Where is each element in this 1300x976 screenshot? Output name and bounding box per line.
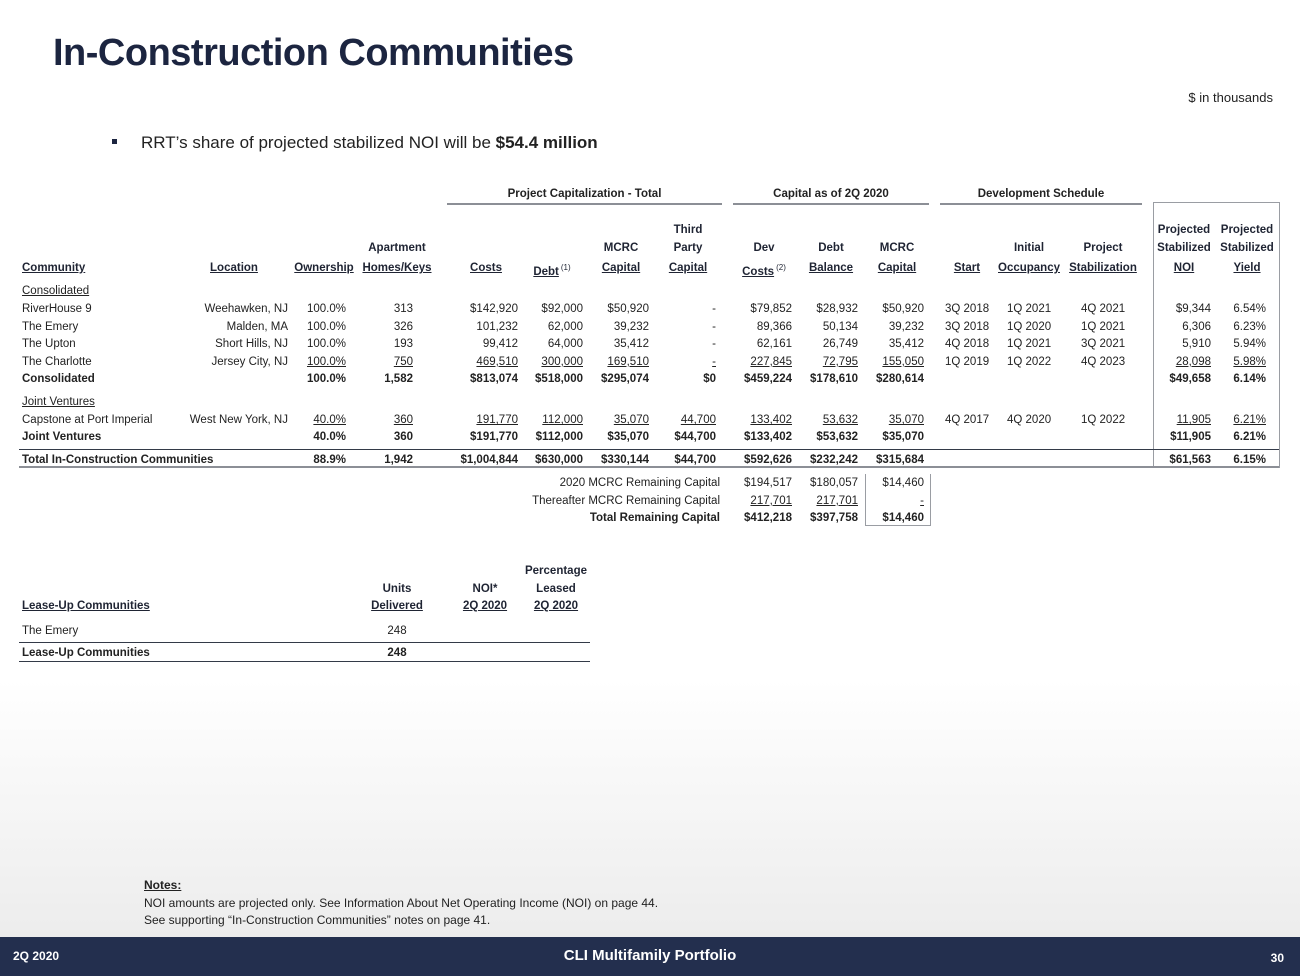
cell-stab: 4Q 2023 bbox=[1081, 355, 1126, 368]
cell-yield: 6.23% bbox=[1233, 320, 1266, 333]
footer-bar bbox=[0, 937, 1300, 976]
cell-ownership: 40.0% bbox=[313, 414, 346, 426]
notes-line-2: See supporting “In-Construction Communities” notes on page 41. bbox=[144, 913, 491, 927]
cell-third: - bbox=[712, 320, 716, 333]
lease-up-header-units-line1: Units bbox=[382, 583, 412, 595]
cell-noi: $49,658 bbox=[1169, 373, 1211, 385]
cell-mcrc: 35,070 bbox=[613, 414, 649, 426]
cell-dev: 62,161 bbox=[756, 338, 792, 350]
cell-noi: $9,344 bbox=[1175, 303, 1211, 315]
cell-noi: $61,563 bbox=[1169, 454, 1211, 466]
cell-debt: $112,000 bbox=[535, 431, 583, 443]
cell-mcrc2: 155,050 bbox=[882, 355, 924, 368]
cell-costs: 101,232 bbox=[476, 320, 518, 333]
notes-heading: Notes: bbox=[144, 878, 182, 892]
cell-community: Joint Ventures bbox=[22, 431, 102, 443]
section-label-consolidated: Consolidated bbox=[22, 285, 90, 297]
lease-up-bottom-rule bbox=[19, 661, 590, 662]
cell-debt: $518,000 bbox=[535, 373, 583, 385]
column-header-mcrc2: Capital bbox=[877, 262, 917, 274]
cell-start: 4Q 2018 bbox=[945, 338, 990, 350]
cell-third: - bbox=[712, 355, 716, 368]
cell-noi: 11,905 bbox=[1176, 414, 1211, 426]
cell-costs: $142,920 bbox=[470, 303, 518, 315]
cell-mcrc: 39,232 bbox=[613, 320, 649, 333]
cell-homes: 360 bbox=[393, 431, 413, 443]
cell-mcrc2: - bbox=[920, 494, 924, 507]
cell-third: $0 bbox=[703, 373, 716, 385]
cell-stab: 1Q 2022 bbox=[1081, 414, 1126, 426]
cell-dev: $412,218 bbox=[744, 512, 792, 524]
cell-costs: $813,074 bbox=[470, 373, 518, 385]
column-header-mcrc2-line2: MCRC bbox=[879, 242, 915, 254]
cell-start: 1Q 2019 bbox=[945, 355, 990, 368]
column-header-dev-line2: Dev bbox=[753, 242, 775, 254]
cell-ownership: 100.0% bbox=[306, 373, 346, 385]
cell-mcrc2: $50,920 bbox=[882, 303, 924, 315]
column-header-apartment-line2: Apartment bbox=[368, 242, 426, 254]
lease-up-header-pct: 2Q 2020 bbox=[533, 600, 579, 612]
column-header-community: Community bbox=[22, 262, 86, 274]
cell-mcrc: $50,920 bbox=[607, 303, 649, 315]
cell-mcrc: $330,144 bbox=[601, 454, 649, 466]
cell-debt: $92,000 bbox=[541, 303, 583, 315]
lease-up-header-pct-line1: Percentage bbox=[524, 565, 587, 577]
cell-mcrc2: 35,070 bbox=[888, 414, 924, 426]
cell-debtbal: $232,242 bbox=[810, 454, 858, 466]
cell-costs: $191,770 bbox=[470, 431, 518, 443]
cell-dev: 133,402 bbox=[750, 414, 792, 426]
cell-mcrc: 169,510 bbox=[607, 355, 649, 368]
column-header-label: Debt bbox=[533, 265, 559, 278]
units-note: $ in thousands bbox=[1188, 90, 1273, 105]
cell-dev: $79,852 bbox=[750, 303, 792, 315]
group-header-development-schedule: Development Schedule bbox=[977, 188, 1105, 200]
bullet-text: RRT’s share of projected stabilized NOI will be bbox=[141, 133, 496, 152]
cell-stab: 1Q 2021 bbox=[1081, 320, 1126, 333]
page-number: 30 bbox=[1270, 951, 1284, 965]
cell-dev: 217,701 bbox=[750, 494, 792, 507]
column-header-yield-line1: Projected bbox=[1220, 224, 1274, 236]
lease-up-header-noi: 2Q 2020 bbox=[462, 600, 508, 612]
column-header-start: Start bbox=[953, 262, 981, 274]
remaining-label: Total Remaining Capital bbox=[589, 512, 720, 524]
cell-start: 3Q 2018 bbox=[945, 303, 990, 315]
cell-yield: 6.21% bbox=[1233, 414, 1266, 426]
cell-mcrc2: $35,070 bbox=[882, 431, 924, 443]
cell-noi: 5,910 bbox=[1182, 338, 1211, 350]
column-header-initial-line2: Initial bbox=[1013, 242, 1045, 254]
cell-debtbal: 50,134 bbox=[822, 320, 858, 333]
column-header-noi: NOI bbox=[1173, 262, 1195, 274]
cell-debt: 300,000 bbox=[541, 355, 583, 368]
cell-yield: 5.98% bbox=[1233, 355, 1266, 368]
footnote-marker: (2) bbox=[776, 263, 786, 272]
column-header-debtbal: Balance bbox=[808, 262, 854, 274]
cell-debtbal: 72,795 bbox=[822, 355, 858, 368]
cell-mcrc2: 39,232 bbox=[888, 320, 924, 333]
cell-dev: $194,517 bbox=[744, 477, 792, 489]
cell-third: $44,700 bbox=[674, 431, 716, 443]
cell-debtbal: $53,632 bbox=[816, 431, 858, 443]
cell-ownership: 40.0% bbox=[313, 431, 346, 443]
cell-debtbal: $180,057 bbox=[810, 477, 858, 489]
cell-yield: 5.94% bbox=[1233, 338, 1266, 350]
cell-mcrc2: $315,684 bbox=[876, 454, 924, 466]
cell-mcrc: 35,412 bbox=[613, 338, 649, 350]
cell-mcrc: $295,074 bbox=[601, 373, 649, 385]
cell-location: Short Hills, NJ bbox=[215, 338, 288, 350]
cell-third: 44,700 bbox=[680, 414, 716, 426]
cell-initial: 1Q 2021 bbox=[1007, 303, 1052, 315]
column-header-label: Costs bbox=[742, 265, 775, 278]
cell-third: - bbox=[712, 338, 716, 350]
cell-costs: 191,770 bbox=[476, 414, 518, 426]
cell-stab: 4Q 2021 bbox=[1081, 303, 1126, 315]
cell-mcrc2: $280,614 bbox=[876, 373, 924, 385]
cell-initial: 1Q 2021 bbox=[1007, 338, 1052, 350]
cell-location: Malden, MA bbox=[226, 320, 288, 333]
cell-dev: $459,224 bbox=[744, 373, 792, 385]
column-header-costs: Costs bbox=[470, 262, 502, 274]
cell-homes: 193 bbox=[393, 338, 413, 350]
cell-mcrc2: 35,412 bbox=[888, 338, 924, 350]
column-header-third-line2: Party bbox=[673, 242, 703, 254]
cell-stab: 3Q 2021 bbox=[1081, 338, 1126, 350]
cell-ownership: 100.0% bbox=[306, 320, 346, 333]
cell-homes: 360 bbox=[393, 414, 413, 426]
cell-debtbal: 217,701 bbox=[816, 494, 858, 507]
cell-yield: 6.14% bbox=[1233, 373, 1266, 385]
cell-debtbal: 26,749 bbox=[822, 338, 858, 350]
cell-ownership: 100.0% bbox=[306, 338, 346, 350]
column-header-yield-line2: Stabilized bbox=[1220, 242, 1274, 254]
cell-debt: 64,000 bbox=[547, 338, 583, 350]
cell-community: The Upton bbox=[22, 338, 76, 350]
column-header-proj-line2: Project bbox=[1083, 242, 1123, 254]
column-header-mcrc: Capital bbox=[601, 262, 641, 274]
cell-units: 248 bbox=[387, 647, 407, 659]
group-header-capital-asof: Capital as of 2Q 2020 bbox=[773, 188, 889, 200]
section-label-joint-ventures: Joint Ventures bbox=[22, 396, 95, 408]
column-header-noi-line2: Stabilized bbox=[1157, 242, 1211, 254]
cell-ownership: 88.9% bbox=[313, 454, 346, 466]
cell-homes: 326 bbox=[393, 320, 413, 333]
group-header-project-capitalization: Project Capitalization - Total bbox=[507, 188, 662, 200]
column-header-mcrc-line2: MCRC bbox=[603, 242, 639, 254]
lease-up-header-units: Delivered bbox=[371, 600, 423, 612]
cell-dev: $133,402 bbox=[744, 431, 792, 443]
cell-third: - bbox=[712, 303, 716, 315]
cell-yield: 6.15% bbox=[1233, 454, 1266, 466]
column-header-third: Capital bbox=[668, 262, 708, 274]
cell-community: Consolidated bbox=[22, 373, 95, 385]
footnote-marker: (1) bbox=[560, 263, 571, 272]
lease-up-header-noi-line1: NOI* bbox=[472, 583, 498, 595]
cell-homes: 1,942 bbox=[384, 454, 413, 466]
cell-community: The Charlotte bbox=[22, 355, 92, 368]
cell-homes: 1,582 bbox=[384, 373, 413, 385]
column-header-apartment: Homes/Keys bbox=[362, 262, 432, 274]
cell-community: Total In-Construction Communities bbox=[22, 454, 214, 466]
cell-community: The Emery bbox=[22, 625, 79, 637]
cell-debt: 62,000 bbox=[547, 320, 583, 333]
cell-community: Capstone at Port Imperial bbox=[22, 414, 153, 426]
column-header-noi-line1: Projected bbox=[1157, 224, 1211, 236]
cell-units: 248 bbox=[387, 625, 407, 637]
column-header-proj: Stabilization bbox=[1069, 262, 1137, 274]
footer-period: 2Q 2020 bbox=[13, 949, 60, 963]
cell-location: Weehawken, NJ bbox=[204, 303, 288, 315]
cell-location: Jersey City, NJ bbox=[211, 355, 288, 368]
cell-debtbal: $397,758 bbox=[810, 512, 858, 524]
notes-line-1: NOI amounts are projected only. See Information About Net Operating Income (NOI) on page 44. bbox=[144, 895, 659, 910]
cell-homes: 750 bbox=[393, 355, 413, 368]
remaining-label: Thereafter MCRC Remaining Capital bbox=[532, 494, 720, 507]
cell-initial: 1Q 2022 bbox=[1007, 355, 1052, 368]
cell-dev: 227,845 bbox=[750, 355, 792, 368]
cell-dev: 89,366 bbox=[756, 320, 792, 333]
column-header-yield: Yield bbox=[1233, 262, 1261, 274]
cell-start: 3Q 2018 bbox=[945, 320, 990, 333]
cell-start: 4Q 2017 bbox=[945, 414, 990, 426]
lease-up-header-pct-line2: Leased bbox=[536, 583, 576, 595]
cell-noi: $11,905 bbox=[1170, 431, 1211, 443]
bullet-highlight: $54.4 million bbox=[495, 133, 598, 152]
cell-initial: 1Q 2020 bbox=[1007, 320, 1052, 333]
cell-mcrc2: $14,460 bbox=[882, 477, 924, 489]
cell-costs: 99,412 bbox=[482, 338, 518, 350]
remaining-label: 2020 MCRC Remaining Capital bbox=[559, 477, 720, 489]
cell-noi: 6,306 bbox=[1182, 320, 1211, 333]
cell-community: RiverHouse 9 bbox=[22, 303, 92, 315]
cell-debtbal: $28,932 bbox=[816, 303, 858, 315]
lease-up-total-rule bbox=[19, 642, 590, 643]
cell-yield: 6.54% bbox=[1233, 303, 1266, 315]
column-header-ownership: Ownership bbox=[294, 262, 354, 274]
column-header-third-line1: Third bbox=[673, 224, 703, 236]
cell-initial: 4Q 2020 bbox=[1007, 414, 1052, 426]
group-underline bbox=[733, 203, 929, 205]
cell-mcrc2: $14,460 bbox=[882, 512, 924, 524]
cell-debt: 112,000 bbox=[542, 414, 583, 426]
cell-location: West New York, NJ bbox=[189, 414, 288, 426]
cell-homes: 313 bbox=[393, 303, 413, 315]
column-header-debtbal-line2: Debt bbox=[818, 242, 844, 254]
cell-ownership: 100.0% bbox=[306, 355, 346, 368]
cell-costs: $1,004,844 bbox=[460, 454, 518, 466]
group-underline bbox=[940, 203, 1142, 205]
cell-ownership: 100.0% bbox=[306, 303, 346, 315]
cell-community: The Emery bbox=[22, 320, 79, 333]
cell-yield: 6.21% bbox=[1233, 431, 1266, 443]
column-header-initial: Occupancy bbox=[998, 262, 1060, 274]
page-title: In-Construction Communities bbox=[53, 32, 574, 74]
cell-mcrc: $35,070 bbox=[607, 431, 649, 443]
cell-debtbal: 53,632 bbox=[822, 414, 858, 426]
footer-portfolio-title: CLI Multifamily Portfolio bbox=[563, 947, 737, 964]
lease-up-table bbox=[0, 0, 620, 680]
lease-up-header-community: Lease-Up Communities bbox=[22, 600, 150, 612]
cell-debtbal: $178,610 bbox=[810, 373, 858, 385]
cell-dev: $592,626 bbox=[744, 454, 792, 466]
cell-community: Lease-Up Communities bbox=[22, 647, 150, 659]
cell-costs: 469,510 bbox=[476, 355, 518, 368]
notes-section bbox=[144, 877, 658, 930]
cell-debt: $630,000 bbox=[535, 454, 583, 466]
column-header-location: Location bbox=[210, 262, 258, 274]
cell-third: $44,700 bbox=[674, 454, 716, 466]
cell-noi: 28,098 bbox=[1175, 355, 1211, 368]
